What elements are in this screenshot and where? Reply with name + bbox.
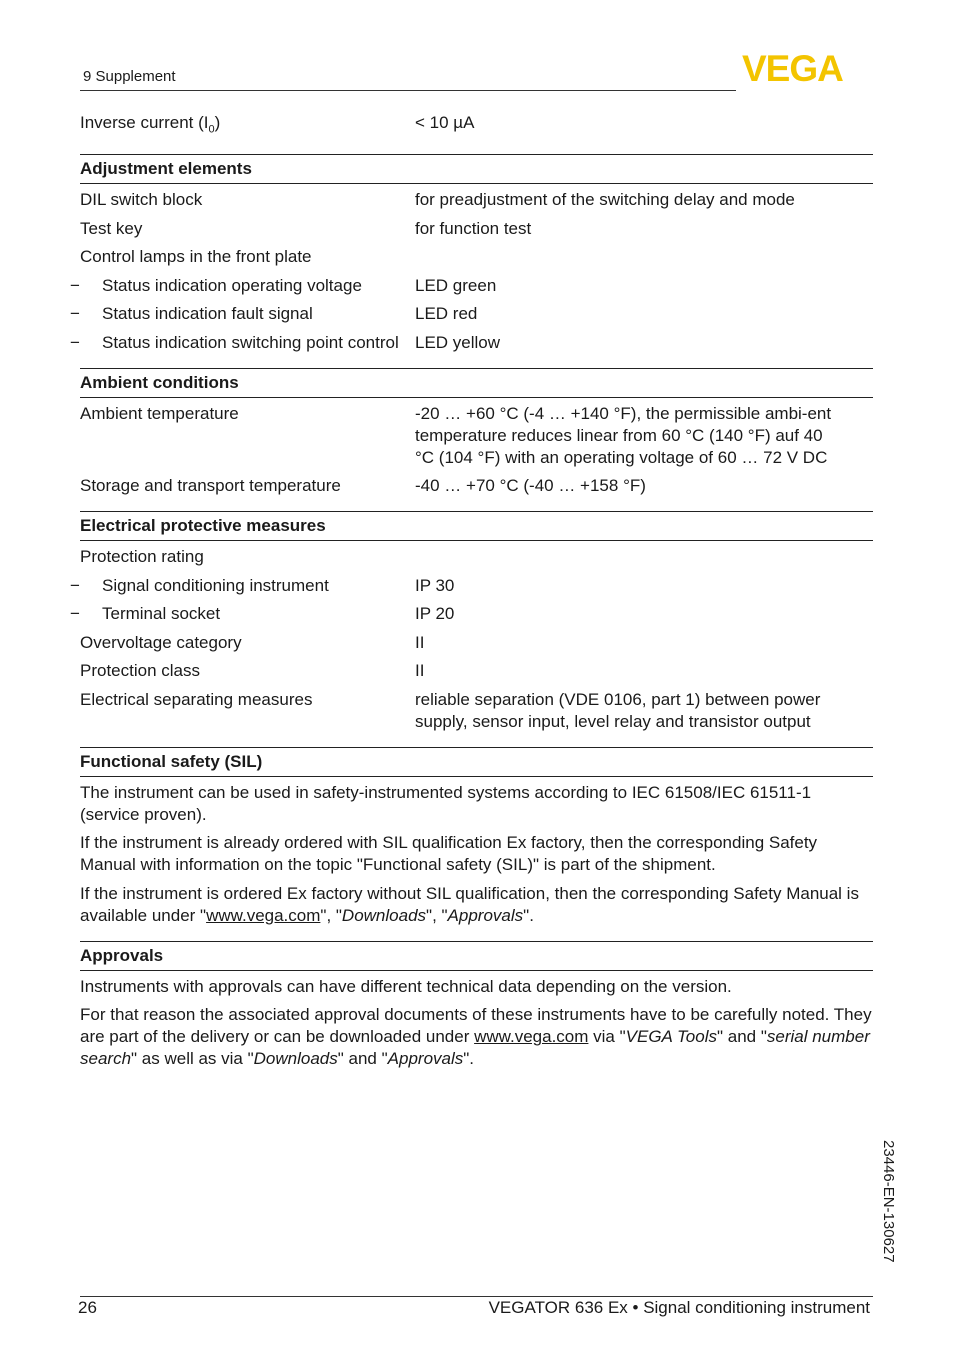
section-heading-electrical: Electrical protective measures: [80, 511, 873, 541]
spec-row-protection-rating: [80, 546, 873, 568]
approvals-paragraph-1: Instruments with approvals can have different technical data depending on the version.: [80, 976, 732, 996]
row-label: − Status indication switching point control: [70, 332, 399, 352]
row-value: LED green: [415, 275, 497, 295]
vega-link[interactable]: www.vega.com: [474, 1027, 589, 1047]
spec-row-overvoltage: [80, 632, 873, 654]
row-label: Test key: [80, 218, 143, 238]
vega-link[interactable]: www.vega.com: [206, 905, 321, 925]
spec-row-protection-class: [80, 660, 873, 682]
spec-content: [70, 112, 873, 1077]
row-value: IP 20: [415, 604, 455, 624]
section-heading-approvals: Approvals: [80, 941, 873, 971]
row-value: LED red: [415, 304, 478, 324]
sil-paragraph-1: The instrument can be used in safety-instrumented systems according to IEC 61508/IEC 61511-1 (service proven).: [80, 782, 812, 824]
spec-row-status-voltage: [70, 275, 873, 297]
sil-paragraph-3: If the instrument is ordered Ex factory without SIL qualification, then the corresponding Safety Manual is available under "www.vega.com", "Downloads", "Approvals".: [80, 883, 859, 925]
row-label: Inverse current $(I_0)$: [80, 113, 221, 136]
vega-logo: [742, 52, 872, 84]
row-value: II: [415, 632, 425, 652]
inverse-current-row: [80, 112, 873, 140]
sil-paragraph-2: If the instrument is already ordered with SIL qualification Ex factory, then the corresponding Safety Manual with information on the topic "Functional safety (SIL)" is part of the shipment.: [80, 833, 818, 875]
section-heading-sil: Functional safety (SIL): [80, 747, 873, 777]
page-number: 26: [78, 1298, 97, 1317]
row-value: -40 … +70 °C (-40 … +158 °F): [415, 476, 646, 496]
row-label: Storage and transport temperature: [80, 476, 341, 496]
spec-row-separating: [80, 689, 873, 733]
spec-row-storage-temp: [80, 475, 873, 497]
row-label: DIL switch block: [80, 190, 203, 210]
row-value: reliable separation (VDE 0106, part 1) between power supply, sensor input, level relay and transistor output: [415, 689, 821, 731]
row-value: for preadjustment of the switching delay and mode: [415, 190, 795, 210]
spec-row-terminal-socket: [70, 603, 873, 625]
spec-row-lamps: [80, 246, 873, 268]
row-value: for function test: [415, 218, 532, 238]
row-label: − Status indication fault signal: [70, 304, 313, 324]
row-label: − Status indication operating voltage: [70, 275, 362, 295]
row-label: Control lamps in the front plate: [80, 247, 312, 267]
spec-row-dil: [80, 189, 873, 211]
logo-text: VEGA: [742, 52, 843, 84]
section-heading-adjustment: Adjustment elements: [80, 154, 873, 184]
document-code: 23446-EN-130627: [880, 1140, 897, 1263]
footer-title: VEGATOR 636 Ex • Signal conditioning instrument: [488, 1298, 870, 1317]
row-value: -20 … +60 °C (-4 … +140 °F), the permissible ambi-ent temperature reduces linear from 60 °C (140 °F) auf 40 °C (104 °F) with an operating voltage of 60 … 72 V DC: [415, 403, 832, 467]
row-label: Electrical separating measures: [80, 689, 313, 709]
row-value: < 10 µA: [415, 113, 475, 132]
running-header-section: 9 Supplement: [83, 68, 176, 85]
footer-rule: [80, 1296, 873, 1297]
header-rule: [80, 90, 736, 91]
row-label: Overvoltage category: [80, 632, 242, 652]
row-value: LED yellow: [415, 332, 501, 352]
spec-row-ambient-temp: [80, 403, 873, 469]
section-heading-ambient: Ambient conditions: [80, 368, 873, 398]
row-label: − Signal conditioning instrument: [70, 575, 329, 595]
row-label: − Terminal socket: [70, 604, 221, 624]
approvals-paragraph-2: For that reason the associated approval documents of these instruments have to be carefully noted. They are part of the delivery or can be downloaded under www.vega.com via "VEGA Tools" and "serial number search" as well as via "Downloads" and "Approvals".: [80, 1005, 872, 1069]
spec-row-status-switch: [70, 332, 873, 354]
spec-row-signal-instrument: [70, 575, 873, 597]
row-label: Protection rating: [80, 547, 204, 567]
row-value: II: [415, 661, 425, 681]
row-label: Ambient temperature: [80, 403, 239, 423]
spec-row-status-fault: [70, 303, 873, 325]
row-label: Protection class: [80, 661, 200, 681]
spec-row-test-key: [80, 218, 873, 240]
row-value: IP 30: [415, 575, 455, 595]
